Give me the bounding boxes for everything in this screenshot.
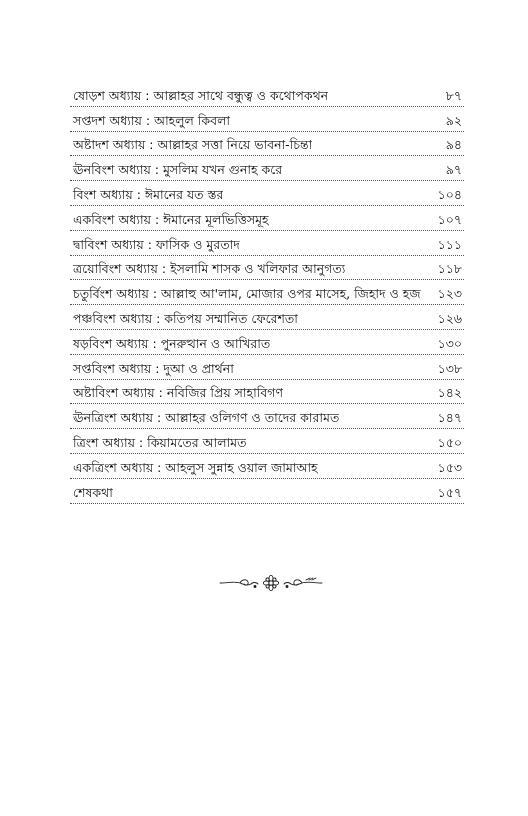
toc-entry <box>70 355 464 380</box>
toc-entry <box>70 404 464 429</box>
toc-entry-page: ১৪৭ <box>437 410 462 426</box>
toc-entry <box>70 107 464 132</box>
toc-entry-title: অষ্টাবিংশ অধ্যায় : নবিজির প্রিয় সাহাবিগণ <box>73 385 284 401</box>
toc-entry <box>70 380 464 405</box>
toc-entry-title: সপ্তদশ অধ্যায় : আহলুল কিবলা <box>73 112 231 128</box>
toc-entry-page: ১২৬ <box>437 310 462 326</box>
toc-entry-title: সপ্তবিংশ অধ্যায় : দুআ ও প্রার্থনা <box>73 360 234 376</box>
toc-entry-page: ১১১ <box>437 236 462 252</box>
toc-entry <box>70 429 464 454</box>
toc-entry-page: ১৫৩ <box>437 459 462 475</box>
toc-entry-page: ১৫৭ <box>437 484 462 500</box>
floral-divider-ornament-icon <box>218 573 324 593</box>
toc-entry-title: ষড়বিংশ অধ্যায় : পুনরুত্থান ও আখিরাত <box>73 335 271 351</box>
toc-entry-title: চতুর্বিংশ অধ্যায় : আল্লাহু আ'লাম, মোজার ওপর মাসেহ, জিহাদ ও হজ <box>73 286 421 302</box>
toc-entry-page: ১২৩ <box>437 286 462 302</box>
toc-entry-title: একবিংশ অধ্যায় : ঈমানের মূলভিত্তিসমূহ <box>73 211 269 227</box>
toc-entry-page: ৯৭ <box>445 162 462 178</box>
toc-entry-page: ১০৭ <box>437 211 462 227</box>
toc-entry <box>70 479 464 504</box>
toc-entry <box>70 206 464 231</box>
toc-entry <box>70 132 464 157</box>
toc-entry-page: ১৩৮ <box>437 360 462 376</box>
toc-entry-title: শেষকথা <box>73 484 113 500</box>
toc-entry-title: অষ্টাদশ অধ্যায় : আল্লাহর সত্তা নিয়ে ভাবনা-চিন্তা <box>73 137 313 153</box>
toc-entry-page: ৯২ <box>445 112 462 128</box>
toc-entry-page: ১৩০ <box>437 335 462 351</box>
toc-entry-page: ১৫০ <box>437 434 462 450</box>
toc-entry-title: একত্রিংশ অধ্যায় : আহলুস সুন্নাহ ওয়াল জামাআহ <box>73 459 318 475</box>
toc-entry <box>70 454 464 479</box>
toc-entry-page: ১১৮ <box>437 261 462 277</box>
toc-entry <box>70 231 464 256</box>
toc-entry-title: ত্রিংশ অধ্যায় : কিয়ামতের আলামত <box>73 434 247 450</box>
toc-entry <box>70 156 464 181</box>
toc-entry-title: ঊনত্রিংশ অধ্যায় : আল্লাহর ওলিগণ ও তাদের কারামত <box>73 410 340 426</box>
table-of-contents <box>70 82 464 504</box>
toc-entry-title: ঊনবিংশ অধ্যায় : মুসলিম যখন গুনাহ করে <box>73 162 283 178</box>
toc-entry <box>70 181 464 206</box>
toc-entry-page: ৯৪ <box>445 137 462 153</box>
toc-entry-title: ষোড়শ অধ্যায় : আল্লাহর সাথে বন্ধুত্ব ও কথোপকথন <box>73 87 329 103</box>
toc-entry <box>70 256 464 281</box>
toc-entry-title: বিংশ অধ্যায় : ঈমানের যত স্তর <box>73 186 224 202</box>
toc-entry-page: ৮৭ <box>445 87 462 103</box>
toc-entry <box>70 280 464 305</box>
toc-entry-title: পঞ্চবিংশ অধ্যায় : কতিপয় সম্মানিত ফেরেশতা <box>73 310 298 326</box>
toc-entry <box>70 82 464 107</box>
toc-entry <box>70 305 464 330</box>
toc-entry <box>70 330 464 355</box>
toc-entry-title: দ্বাবিংশ অধ্যায় : ফাসিক ও মুরতাদ <box>73 236 240 252</box>
toc-entry-page: ১৪২ <box>437 385 462 401</box>
toc-entry-page: ১০৪ <box>437 186 462 202</box>
toc-entry-title: ত্রয়োবিংশ অধ্যায় : ইসলামি শাসক ও খলিফার আনুগত্য <box>73 261 346 277</box>
